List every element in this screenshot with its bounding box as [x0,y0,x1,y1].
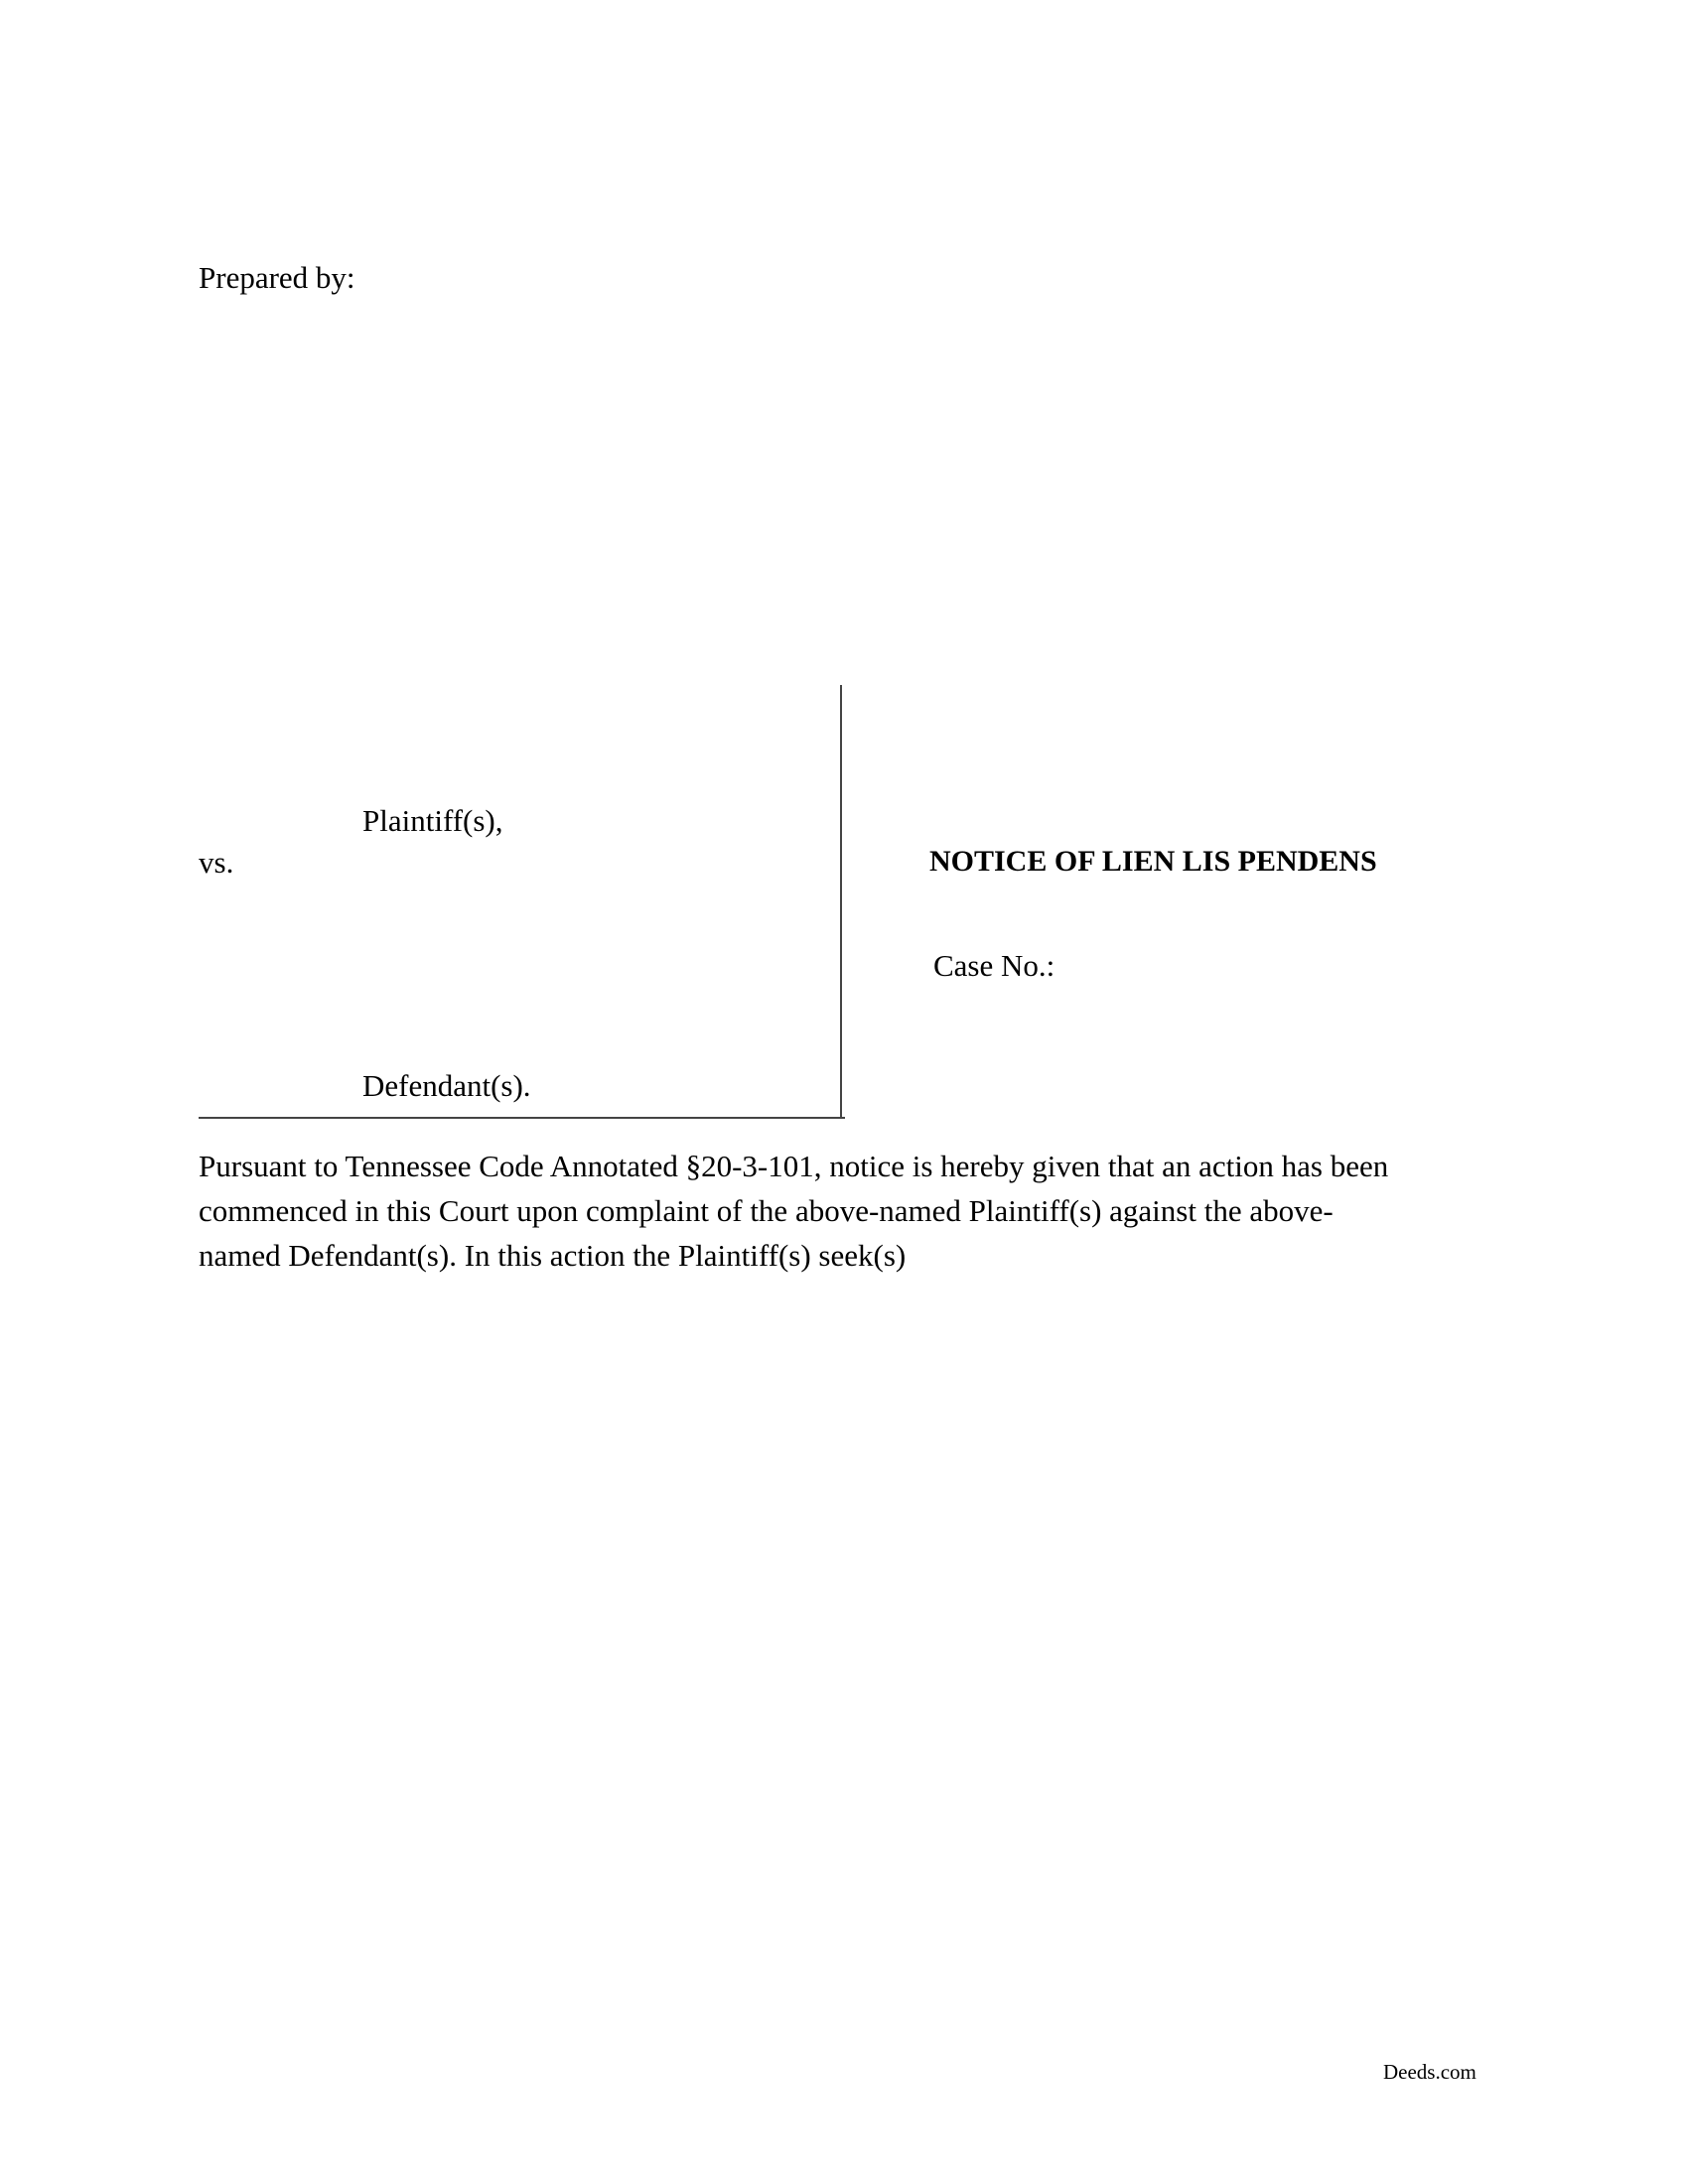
caption-horizontal-divider [199,1117,845,1119]
prepared-by-label: Prepared by: [199,260,355,295]
notice-title: NOTICE OF LIEN LIS PENDENS [929,845,1377,878]
versus-label: vs. [199,845,234,880]
plaintiff-label: Plaintiff(s), [362,803,503,838]
body-line: commenced in this Court upon complaint of the above-named Plaintiff(s) against the above- [199,1193,1334,1228]
deeds-watermark: Deeds.com [1383,2060,1477,2084]
case-number-label: Case No.: [933,948,1055,983]
defendant-label: Defendant(s). [362,1068,531,1103]
body-line: named Defendant(s). In this action the Plaintiff(s) seek(s) [199,1238,907,1273]
body-line: Pursuant to Tennessee Code Annotated §20-3-101, notice is hereby given that an action has been [199,1149,1389,1183]
caption-vertical-divider [840,685,842,1117]
notice-body-paragraph [199,1144,1509,1278]
